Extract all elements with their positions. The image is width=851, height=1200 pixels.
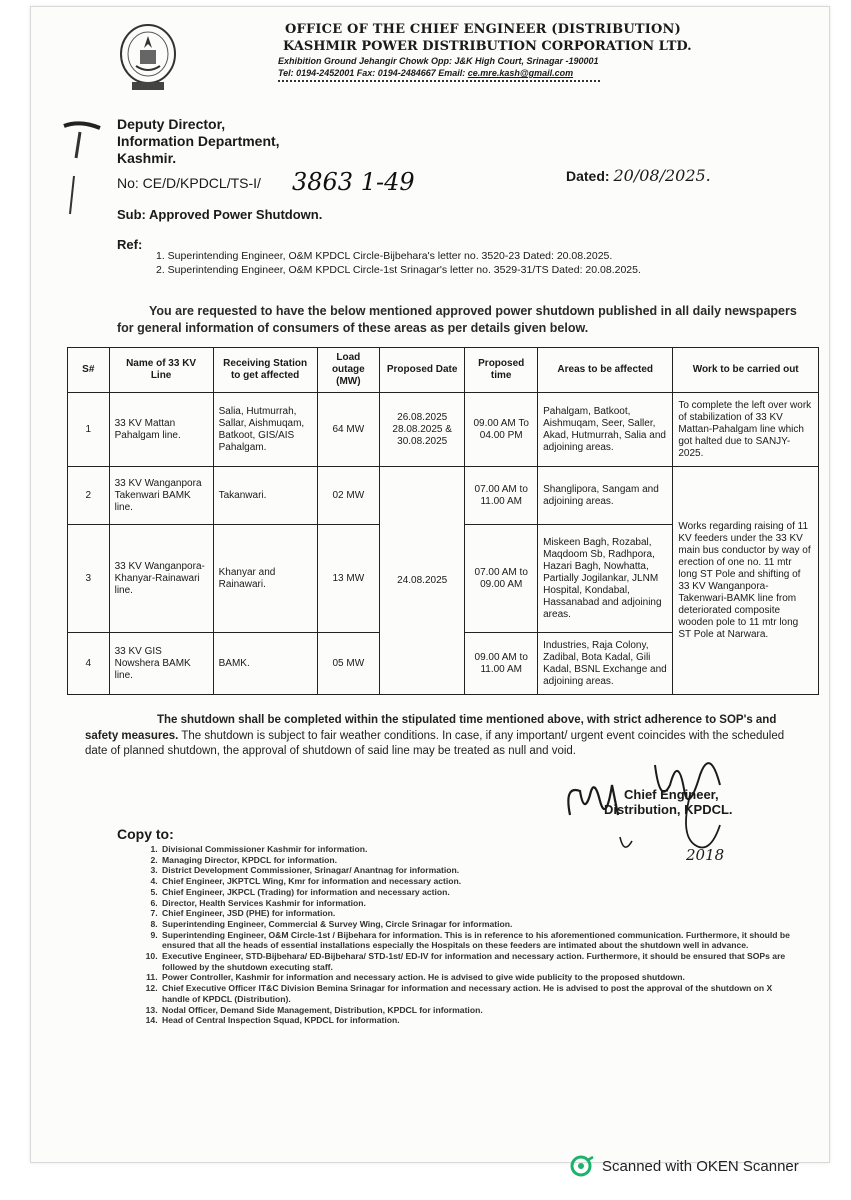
header-cell: Receiving Station to get affected: [213, 348, 317, 393]
cell-load: 13 MW: [317, 525, 379, 633]
cell-line: 33 KV Wanganpora Takenwari BAMK line.: [109, 467, 213, 525]
date-value: 20/08/2025.: [613, 166, 711, 185]
recipient-line: Deputy Director,: [117, 116, 226, 132]
list-item: 4. Chief Engineer, JKPTCL Wing, Kmr for information and necessary action.: [160, 876, 796, 887]
ref-label: Ref:: [117, 237, 143, 252]
signatory-line: Chief Engineer,: [624, 787, 719, 802]
list-item: 7. Chief Engineer, JSD (PHE) for information.: [160, 908, 796, 919]
header-cell: Proposed time: [465, 348, 538, 393]
list-item: 9. Superintending Engineer, O&M Circle-1st / Bijbehara for information. This is in reference to his aforementioned communication. Furthermore, it should be ensured that all the heads of essential installations especially the Hospitals on these feeders are intimated about the shutdown well in advance.: [160, 930, 796, 951]
cell-station: Khanyar and Rainawari.: [213, 525, 317, 633]
list-item: 6. Director, Health Services Kashmir for information.: [160, 898, 796, 909]
list-item: 11. Power Controller, Kashmir for information and necessary action. He is advised to give wide publicity to the proposed shutdown.: [160, 972, 796, 983]
table-row: [68, 467, 819, 525]
cell-line: 33 KV Mattan Pahalgam line.: [109, 393, 213, 467]
cell-time: 09.00 AM To 04.00 PM: [465, 393, 538, 467]
list-item: 5. Chief Engineer, JKPCL (Trading) for information and necessary action.: [160, 887, 796, 898]
list-item: 1. Divisional Commissioner Kashmir for information.: [160, 844, 796, 855]
cell-line: 33 KV GIS Nowshera BAMK line.: [109, 633, 213, 695]
list-item: 14. Head of Central Inspection Squad, KPDCL for information.: [160, 1015, 796, 1026]
cell-time: 07.00 AM to 09.00 AM: [465, 525, 538, 633]
cell-station: Salia, Hutmurrah, Sallar, Aishmuqam, Batkoot, GIS/AIS Pahalgam.: [213, 393, 317, 467]
cell-date: 26.08.2025 28.08.2025 & 30.08.2025: [380, 393, 465, 467]
letter-number-handwritten: 3863 1-49: [292, 168, 415, 196]
recipient-line: Information Department,: [117, 133, 280, 149]
cell-work: To complete the left over work of stabilization of 33 KV Mattan-Pahalgam line which got halted due to SANJY-2025.: [673, 393, 819, 467]
cell-time: 07.00 AM to 11.00 AM: [465, 467, 538, 525]
cell-time: 09.00 AM to 11.00 AM: [465, 633, 538, 695]
cell-areas: Pahalgam, Batkoot, Aishmuqam, Seer, Saller, Akad, Hutmurrah, Salia and adjoining areas.: [538, 393, 673, 467]
scanner-watermark: [570, 1154, 799, 1178]
recipient-line: Kashmir.: [117, 150, 177, 166]
header-cell: S#: [68, 348, 110, 393]
list-item: 13. Nodal Officer, Demand Side Management, Distribution, KPDCL for information.: [160, 1005, 796, 1016]
list-item: 2. Managing Director, KPDCL for information.: [160, 855, 796, 866]
letterhead-org: KASHMIR POWER DISTRIBUTION CORPORATION LTD.: [283, 39, 692, 54]
closing-text: The shutdown is subject to fair weather conditions. In case, if any important/ urgent event coincides with the scheduled date of planned shutdown, the approval of shutdown of said line may be treated as null and void.: [85, 729, 785, 757]
cell-load: 05 MW: [317, 633, 379, 695]
header-cell: Areas to be affected: [538, 348, 673, 393]
scanner-logo-icon: [570, 1155, 594, 1177]
header-cell: Proposed Date: [380, 348, 465, 393]
cell-areas: Miskeen Bagh, Rozabal, Maqdoom Sb, Radhpora, Hazari Bagh, Nowhatta, Partially Jogilankar, JLNM Hospital, Kondabal, Hassanabad and adjoining areas.: [538, 525, 673, 633]
list-item: 12. Chief Executive Officer IT&C Division Bemina Srinagar for information and necessary action. He is advised to post the approval of the shutdown on X handle of KPDCL (Distribution).: [160, 983, 796, 1004]
header-cell: Name of 33 KV Line: [109, 348, 213, 393]
shutdown-schedule-table: [67, 347, 819, 695]
staple-mark: [60, 118, 110, 228]
letterhead-email: ce.mre.kash@gmail.com: [467, 68, 574, 78]
kpdcl-emblem-logo: [118, 22, 178, 94]
date-line: Dated: 20/08/2025.: [566, 166, 711, 185]
letterhead-contact: Tel: 0194-2452001 Fax: 0194-2484667 Email: ce.mre.kash@gmail.com: [278, 68, 574, 78]
signatory-line: Distribution, KPDCL.: [604, 802, 733, 817]
reference-item: 2. Superintending Engineer, O&M KPDCL Circle-1st Srinagar's letter no. 3529-31/TS Dated: 20.08.2025.: [156, 264, 641, 276]
reference-list: [156, 249, 641, 277]
cell-areas: Shanglipora, Sangam and adjoining areas.: [538, 467, 673, 525]
cell-station: Takanwari.: [213, 467, 317, 525]
header-cell: Load outage (MW): [317, 348, 379, 393]
copy-to-list: [124, 844, 796, 1026]
list-item: 10. Executive Engineer, STD-Bijbehara/ ED-Bijbehara/ STD-1st/ ED-IV for information and necessary action. Furthermore, it should be ensured that SOPs are followed by the shutdown executing staff.: [160, 951, 796, 972]
cell-line: 33 KV Wanganpora-Khanyar-Rainawari line.: [109, 525, 213, 633]
closing-bold-text: The shutdown shall be completed within the stipulated time mentioned above, with strict adherence to SOP's and safety measures.: [85, 714, 777, 742]
header-cell: Work to be carried out: [673, 348, 819, 393]
letterhead-address: Exhibition Ground Jehangir Chowk Opp: J&K High Court, Srinagar -190001: [278, 56, 599, 66]
intro-paragraph: You are requested to have the below mentioned approved power shutdown published in all daily newspapers for general information of consumers of these areas as per details given below.: [117, 304, 797, 335]
svg-text:2018: 2018: [686, 846, 725, 864]
letterhead-divider: [278, 80, 600, 82]
reference-item: 1. Superintending Engineer, O&M KPDCL Circle-Bijbehara's letter no. 3520-23 Dated: 20.08.2025.: [156, 250, 613, 262]
letter-number-prefix: No: CE/D/KPDCL/TS-I/: [117, 175, 261, 191]
copy-to-label: Copy to:: [117, 826, 174, 842]
cell-date-merged: 24.08.2025: [380, 467, 465, 695]
table-row: [68, 393, 819, 467]
cell-sno: 3: [68, 525, 110, 633]
list-item: 8. Superintending Engineer, Commercial & Survey Wing, Circle Srinagar for information.: [160, 919, 796, 930]
cell-load: 64 MW: [317, 393, 379, 467]
cell-station: BAMK.: [213, 633, 317, 695]
cell-load: 02 MW: [317, 467, 379, 525]
recipient-block: [117, 116, 280, 167]
signatory-title: [604, 787, 733, 817]
cell-areas: Industries, Raja Colony, Zadibal, Bota Kadal, Gili Kadal, BSNL Exchange and adjoining areas.: [538, 633, 673, 695]
list-item: 3. District Development Commissioner, Srinagar/ Anantnag for information.: [160, 865, 796, 876]
cell-sno: 4: [68, 633, 110, 695]
table-header-row: [68, 348, 819, 393]
cell-sno: 1: [68, 393, 110, 467]
subject-line: Sub: Approved Power Shutdown.: [117, 207, 323, 222]
cell-work-merged: Works regarding raising of 11 KV feeders under the 33 KV main bus conductor by way of erection of one no. 11 mtr long ST Pole and shifting of 33 KV Wanganpora-Takenwari-BAMK line from deteriorated composite wooden pole to 11 mtr long ST Pole at Narwara.: [673, 467, 819, 695]
cell-sno: 2: [68, 467, 110, 525]
letterhead-office: OFFICE OF THE CHIEF ENGINEER (DISTRIBUTION): [285, 22, 681, 37]
scanner-label: Scanned with OKEN Scanner: [602, 1157, 799, 1175]
